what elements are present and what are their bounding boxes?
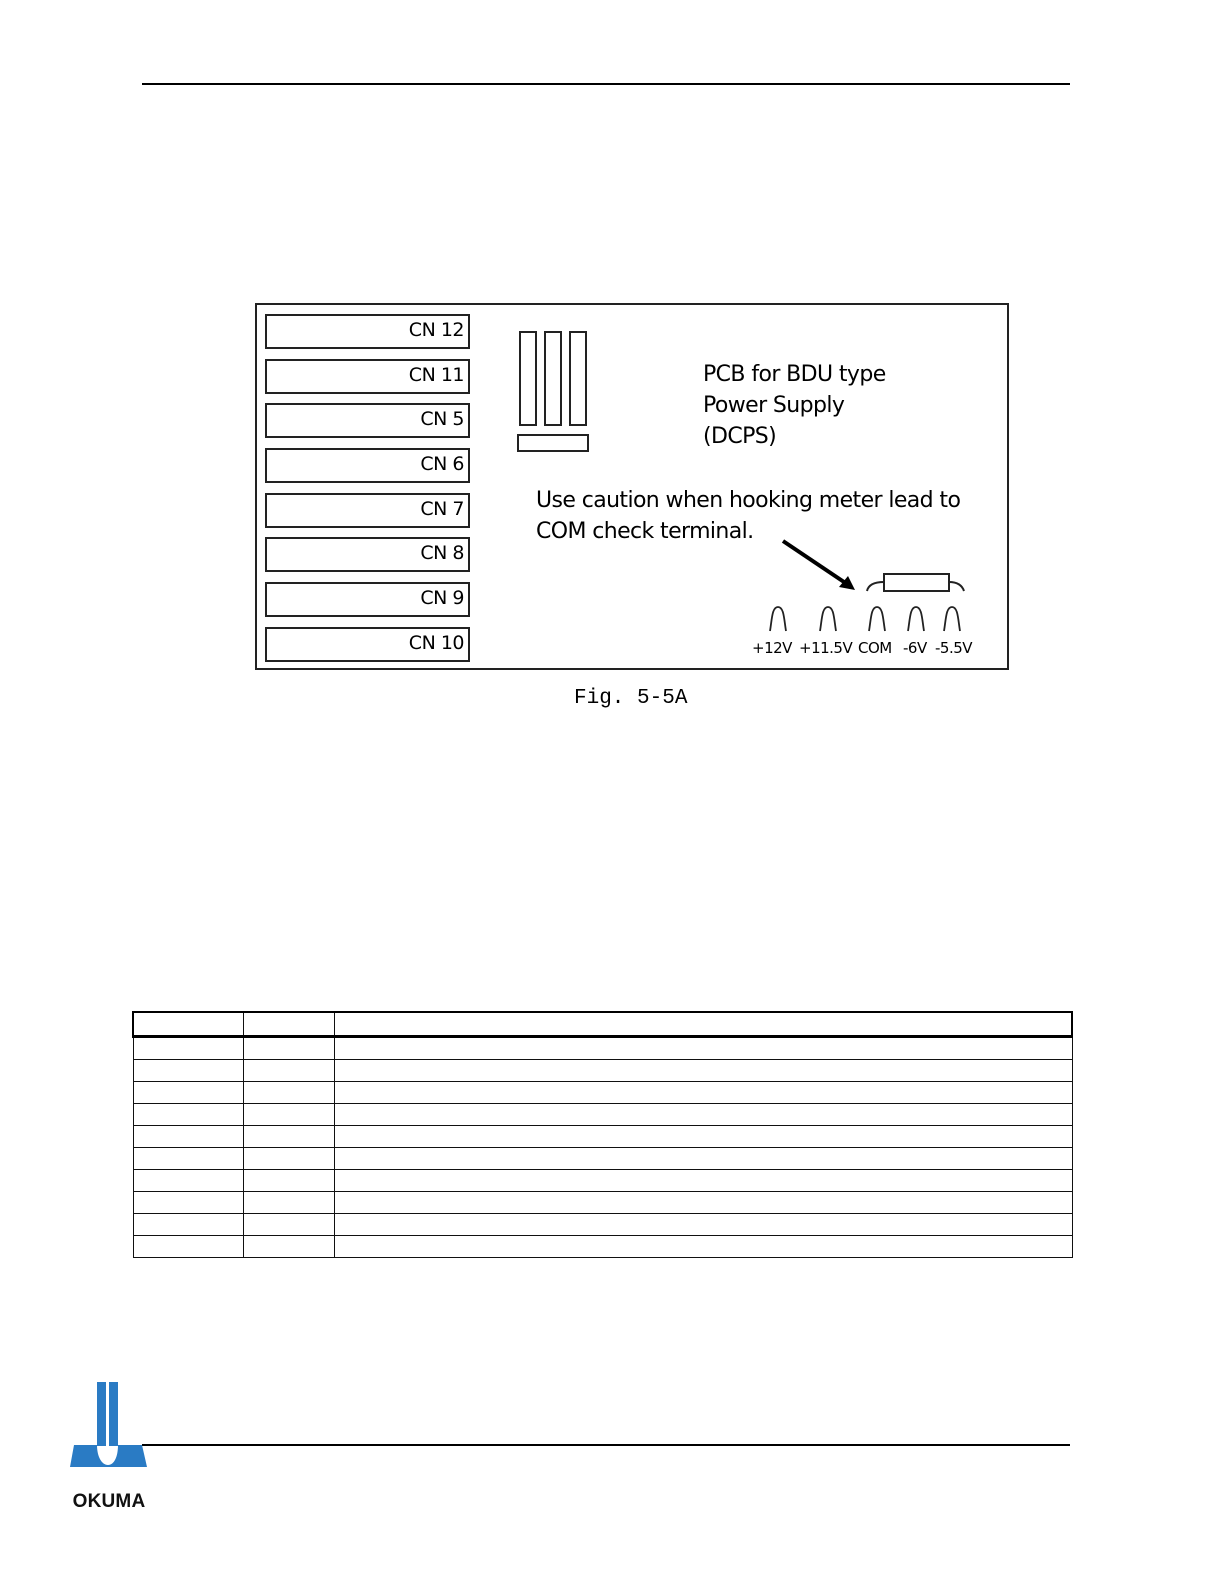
table-row <box>133 1037 1072 1060</box>
table-row <box>133 1148 1072 1170</box>
resistor-lead-right <box>949 582 964 591</box>
pcb-diagram <box>255 303 1009 670</box>
table-cell <box>334 1082 1072 1104</box>
table-cell <box>334 1214 1072 1236</box>
connector-label: CN 9 <box>420 587 464 609</box>
table-row <box>133 1060 1072 1082</box>
test-point-label: -5.5V <box>935 639 973 657</box>
connector-label: CN 6 <box>420 453 464 475</box>
okuma-logo <box>64 1382 154 1512</box>
footer-rule <box>142 1444 1070 1446</box>
test-point-label: COM <box>858 639 892 657</box>
terminal-drawing <box>257 305 1007 668</box>
blank-table <box>132 1011 1073 1258</box>
table-row <box>133 1236 1072 1258</box>
table-cell <box>133 1192 243 1214</box>
table-cell <box>243 1192 334 1214</box>
test-point-label: +12V <box>752 639 792 657</box>
connector-label: CN 11 <box>408 364 464 386</box>
com-check-resistor <box>884 574 949 591</box>
test-point-loop-icon <box>869 607 885 631</box>
test-point-loop-icon <box>820 607 836 631</box>
okuma-logo-mark-icon <box>64 1382 154 1492</box>
connector-label: CN 8 <box>420 542 464 564</box>
table-cell <box>243 1037 334 1060</box>
table-row <box>133 1126 1072 1148</box>
connector-label: CN 5 <box>420 408 464 430</box>
table-cell <box>243 1126 334 1148</box>
table-header-row <box>133 1012 1072 1037</box>
resistor-lead-left <box>867 582 884 591</box>
table-cell <box>243 1170 334 1192</box>
table-cell <box>334 1126 1072 1148</box>
table-cell <box>133 1170 243 1192</box>
table-cell <box>334 1148 1072 1170</box>
table-cell <box>334 1236 1072 1258</box>
test-point-loop-icon <box>770 607 786 631</box>
figure-caption: Fig. 5-5A <box>574 687 688 710</box>
header-rule <box>142 83 1070 85</box>
caution-line: COM check terminal. <box>536 519 754 544</box>
table-cell <box>133 1060 243 1082</box>
table-row <box>133 1082 1072 1104</box>
caution-line: Use caution when hooking meter lead to <box>536 488 961 513</box>
table-cell <box>334 1060 1072 1082</box>
connector-label: CN 10 <box>408 632 464 654</box>
table-cell <box>243 1148 334 1170</box>
test-point-label: +11.5V <box>799 639 853 657</box>
table-row <box>133 1170 1072 1192</box>
table-cell <box>243 1236 334 1258</box>
connector-label: CN 12 <box>408 319 464 341</box>
pcb-title-line: PCB for BDU type <box>703 362 886 387</box>
table-cell <box>133 1037 243 1060</box>
table-cell <box>334 1170 1072 1192</box>
table-cell <box>334 1192 1072 1214</box>
okuma-logo-text: OKUMA <box>72 1491 146 1512</box>
table-cell <box>243 1214 334 1236</box>
table-cell <box>133 1104 243 1126</box>
table-cell <box>133 1236 243 1258</box>
table-row <box>133 1192 1072 1214</box>
connector-label: CN 7 <box>420 498 464 520</box>
table-cell <box>334 1012 1072 1037</box>
test-point-loop-icon <box>908 607 924 631</box>
table-cell <box>243 1082 334 1104</box>
table-row <box>133 1214 1072 1236</box>
table-cell <box>133 1214 243 1236</box>
table-cell <box>133 1126 243 1148</box>
arrow-line <box>783 541 847 584</box>
test-point-loop-icon <box>944 607 960 631</box>
table-cell <box>133 1012 243 1037</box>
pcb-title-line: (DCPS) <box>703 424 777 449</box>
table-cell <box>334 1037 1072 1060</box>
test-point-label: -6V <box>903 639 927 657</box>
table-row <box>133 1104 1072 1126</box>
table-cell <box>243 1012 334 1037</box>
table-cell <box>243 1060 334 1082</box>
table-cell <box>334 1104 1072 1126</box>
table-cell <box>243 1104 334 1126</box>
pcb-title-line: Power Supply <box>703 393 845 418</box>
table-cell <box>133 1082 243 1104</box>
table-cell <box>133 1148 243 1170</box>
